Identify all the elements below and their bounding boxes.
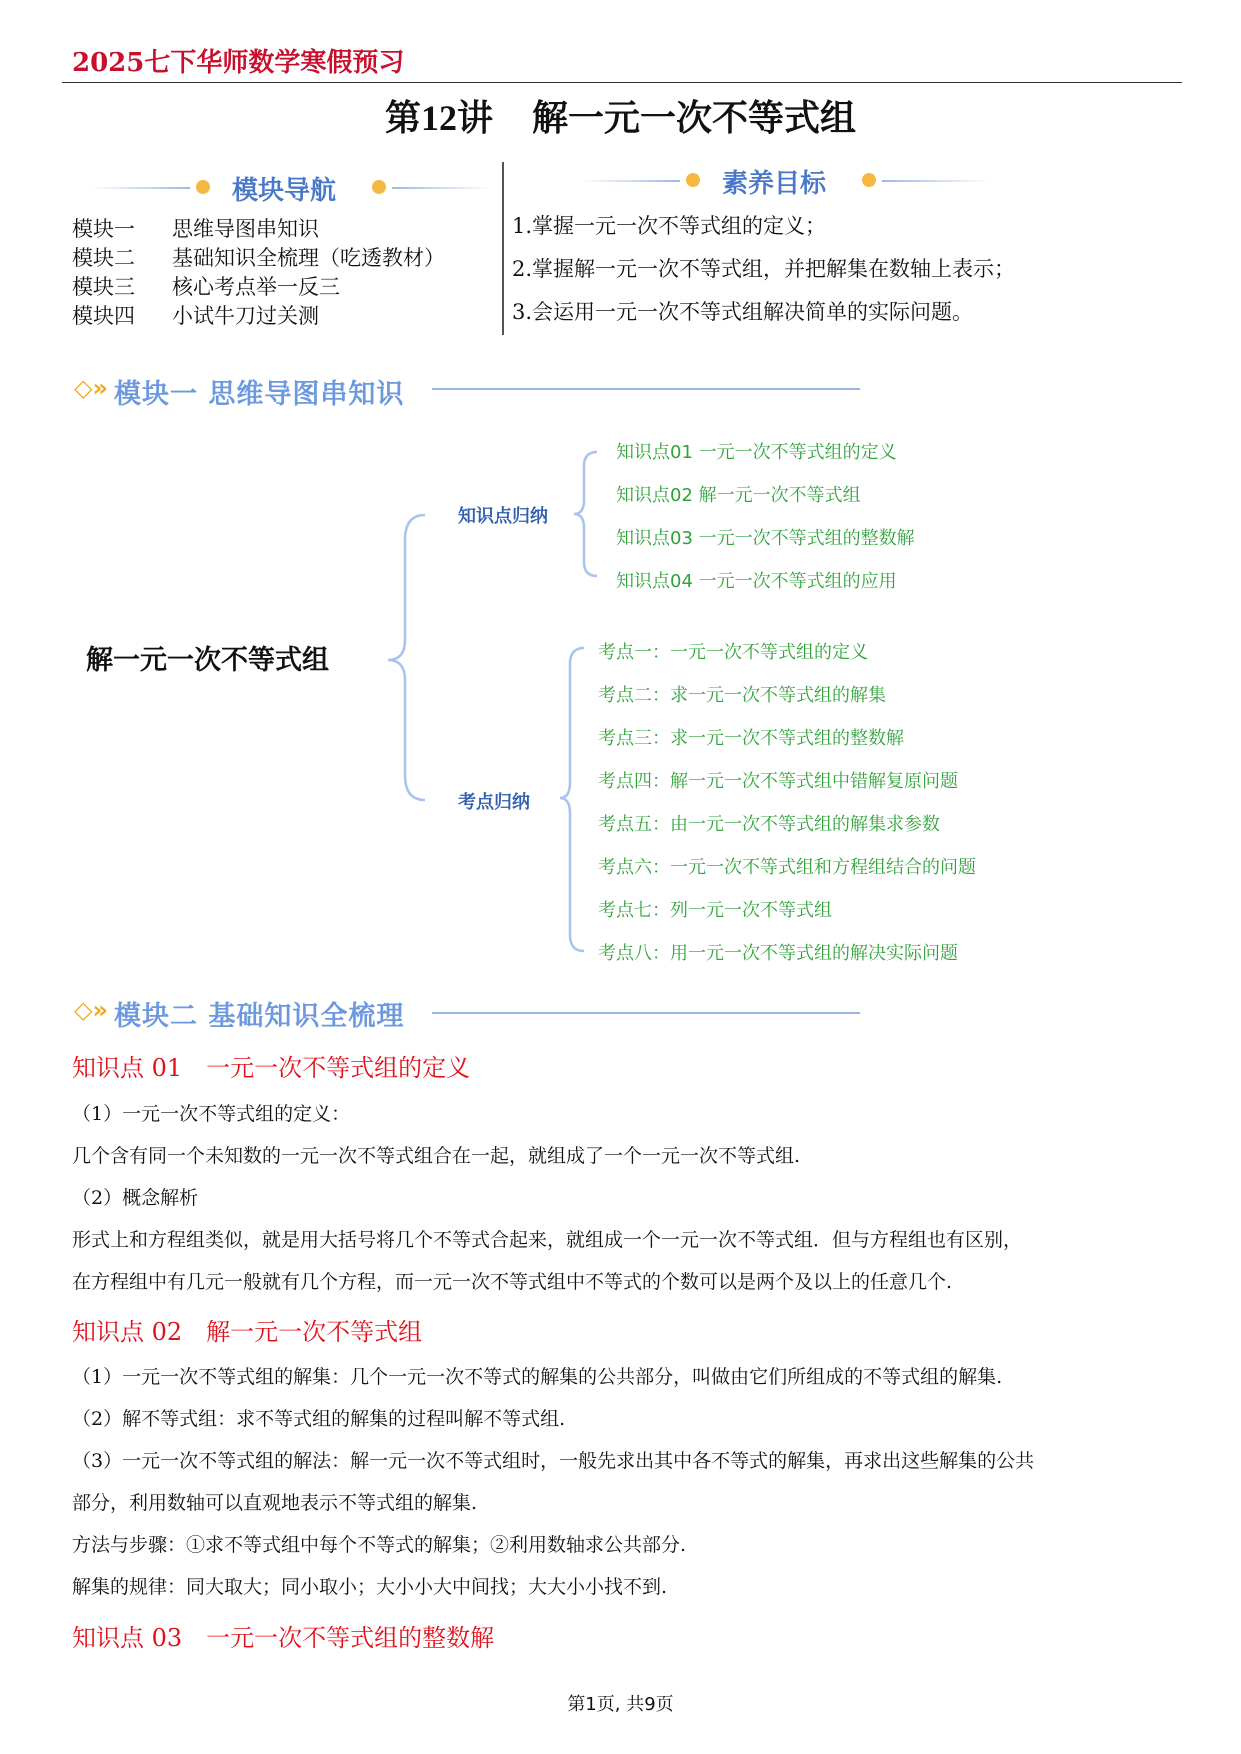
lecture-number: 第12讲 <box>384 98 493 138</box>
mindmap-exam-leaf: 考点二：求一元一次不等式组的解集 <box>598 685 886 706</box>
mindmap-exam-leaf: 考点一：一元一次不等式组的定义 <box>598 642 868 663</box>
goals-deco-line-left <box>580 180 680 182</box>
mindmap-exam-leaf: 考点五：由一元一次不等式组的解集求参数 <box>598 814 940 835</box>
kp02-heading: 知识点 02 解一元一次不等式组 <box>72 1318 423 1346</box>
kp01-line: 在方程组中有几元一般就有几个方程，而一元一次不等式组中不等式的个数可以是两个及以上的任意几个. <box>72 1271 953 1293</box>
module-nav-item[interactable] <box>72 300 319 330</box>
mindmap-knowledge-leaf: 知识点01 一元一次不等式组的定义 <box>616 442 897 463</box>
kp03-heading: 知识点 03 一元一次不等式组的整数解 <box>72 1624 495 1652</box>
mindmap-branch-exam: 考点归纳 <box>458 792 530 813</box>
lecture-title: 解一元一次不等式组 <box>532 97 857 139</box>
kp01-line: （2）概念解析 <box>72 1187 199 1209</box>
goal-item: 3.会运用一元一次不等式组解决简单的实际问题。 <box>512 300 974 324</box>
module2-diamond-icon: ◇» <box>74 996 108 1024</box>
kp02-line: （1）一元一次不等式组的解集：几个一元一次不等式的解集的公共部分，叫做由它们所组成的不等式组的解集. <box>72 1366 1003 1388</box>
module-nav-label: 模块三 <box>72 275 135 299</box>
module-nav-label: 模块一 <box>72 217 135 241</box>
module-nav-item[interactable] <box>72 271 340 301</box>
module1-rule <box>432 388 860 390</box>
module-nav-heading: 模块导航 <box>232 176 337 206</box>
mindmap-exam-leaf: 考点六：一元一次不等式组和方程组结合的问题 <box>598 857 976 878</box>
nav-deco-line-left <box>90 187 190 189</box>
mindmap-knowledge-leaf: 知识点02 解一元一次不等式组 <box>616 485 861 506</box>
module-nav-label: 模块四 <box>72 304 135 328</box>
kp02-line: （2）解不等式组：求不等式组的解集的过程叫解不等式组. <box>72 1408 566 1430</box>
module-nav-text: 小试牛刀过关测 <box>172 304 319 328</box>
goal-item: 1.掌握一元一次不等式组的定义； <box>512 214 827 238</box>
kp02-line: 解集的规律：同大取大；同小取小；大小小大中间找；大大小小找不到. <box>72 1576 668 1598</box>
module-nav-text: 思维导图串知识 <box>172 217 319 241</box>
kp02-line: 方法与步骤：①求不等式组中每个不等式的解集；②利用数轴求公共部分. <box>72 1534 687 1556</box>
module-nav-item[interactable] <box>72 213 319 243</box>
section-divider <box>502 162 504 335</box>
kp01-line: 形式上和方程组类似，就是用大括号将几个不等式合起来，就组成一个一元一次不等式组．但与方程组也有区别， <box>72 1229 1023 1251</box>
module-nav-item[interactable] <box>72 242 445 272</box>
mindmap-exam-leaf: 考点三：求一元一次不等式组的整数解 <box>598 728 904 749</box>
nav-deco-line-right <box>392 187 492 189</box>
goal-item: 2.掌握解一元一次不等式组，并把解集在数轴上表示； <box>512 257 1016 281</box>
kp01-line: （1）一元一次不等式组的定义： <box>72 1103 351 1125</box>
mindmap-knowledge-leaf: 知识点03 一元一次不等式组的整数解 <box>616 528 915 549</box>
goals-dot-right-icon <box>862 173 876 187</box>
series-title: 2025七下华师数学寒假预习 <box>72 48 405 78</box>
module-nav-text: 基础知识全梳理（吃透教材） <box>172 246 445 270</box>
goals-deco-line-right <box>882 180 992 182</box>
kp01-heading: 知识点 01 一元一次不等式组的定义 <box>72 1054 471 1082</box>
module-nav-label: 模块二 <box>72 246 135 270</box>
page-footer: 第1页, 共9页 <box>567 1694 674 1715</box>
goals-dot-left-icon <box>686 173 700 187</box>
kp02-line: 部分，利用数轴可以直观地表示不等式组的解集. <box>72 1492 478 1514</box>
lecture-title-line <box>0 90 1241 141</box>
module2-rule <box>432 1012 860 1014</box>
mindmap-exam-leaf: 考点七：列一元一次不等式组 <box>598 900 832 921</box>
exam-brace <box>560 648 584 951</box>
goals-heading: 素养目标 <box>722 169 827 199</box>
mindmap-exam-leaf: 考点四：解一元一次不等式组中错解复原问题 <box>598 771 958 792</box>
mindmap-exam-leaf: 考点八：用一元一次不等式组的解决实际问题 <box>598 943 958 964</box>
nav-dot-right-icon <box>372 180 386 194</box>
nav-dot-left-icon <box>196 180 210 194</box>
main-brace <box>388 515 425 800</box>
kp01-line: 几个含有同一个未知数的一元一次不等式组合在一起，就组成了一个一元一次不等式组. <box>72 1145 801 1167</box>
module2-heading: 模块二 基础知识全梳理 <box>114 1001 405 1032</box>
header-rule <box>62 82 1182 83</box>
module-nav-text: 核心考点举一反三 <box>172 275 340 299</box>
mindmap-branch-knowledge: 知识点归纳 <box>458 506 548 527</box>
mindmap-knowledge-leaf: 知识点04 一元一次不等式组的应用 <box>616 571 897 592</box>
knowledge-brace <box>574 452 597 576</box>
mindmap-root: 解一元一次不等式组 <box>86 645 329 676</box>
module1-heading: 模块一 思维导图串知识 <box>114 379 405 410</box>
module1-diamond-icon: ◇» <box>74 374 108 402</box>
kp02-line: （3）一元一次不等式组的解法：解一元一次不等式组时，一般先求出其中各不等式的解集，再求出这些解集的公共 <box>72 1450 1035 1472</box>
